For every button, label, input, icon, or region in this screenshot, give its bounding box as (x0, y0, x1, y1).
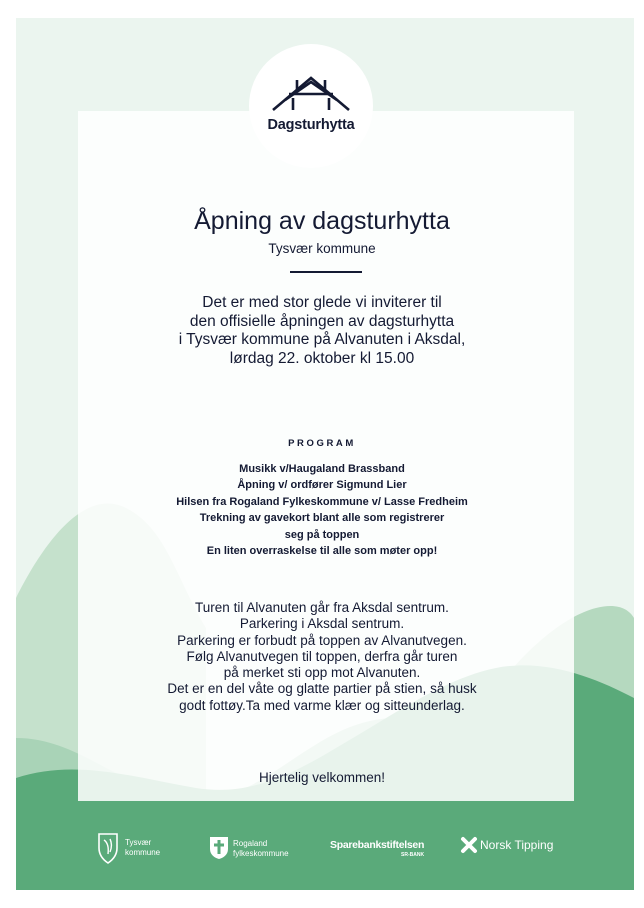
program-item: Hilsen fra Rogaland Fylkeskommune v/ Lasse Fredheim (176, 495, 468, 508)
info-line: på merket sti opp mot Alvanuten. (223, 665, 421, 681)
info-line: godt fottøy.Ta med varme klær og sitteunderlag. (179, 697, 465, 713)
invitation-text (0, 294, 644, 368)
dagsturhytta-logo (249, 44, 373, 168)
program-item: seg på toppen (284, 528, 360, 541)
info-line: Følg Alvanutvegen til toppen, derfra går turen (186, 648, 458, 664)
sparebank-name: Sparebankstiftelsen (330, 839, 425, 851)
norsk-tipping-x-icon (460, 836, 478, 854)
intro-line: den offisielle åpningen av dagsturhytta (189, 312, 455, 330)
welcome-text: Hjertelig velkommen! (258, 770, 386, 785)
intro-line: lørdag 22. oktober kl 15.00 (229, 349, 415, 367)
program-item: Musikk v/Haugaland Brassband (239, 463, 405, 475)
program-item: En liten overraskelse til alle som møter opp! (206, 545, 438, 558)
info-line: Turen til Alvanuten går fra Aksdal sentrum. (195, 600, 449, 615)
cabin-roof-icon (269, 72, 353, 114)
info-line: Parkering er forbudt på toppen av Alvanutvegen. (177, 632, 467, 648)
practical-info (0, 600, 644, 714)
event-title: Åpning av dagsturhytta (194, 207, 450, 235)
tysvaer-line2: kommune (125, 847, 161, 857)
rogaland-shield-icon (209, 836, 229, 860)
rogaland-line2: fylkeskommune (233, 848, 289, 858)
program-list (0, 461, 644, 559)
tysvaer-crest-icon (97, 832, 119, 864)
sparebankstiftelsen-logo (330, 839, 425, 858)
program-item: Trekning av gavekort blant alle som registrerer (199, 512, 445, 525)
tysvaer-line1: Tysvær (125, 838, 152, 847)
rogaland-line1: Rogaland (233, 839, 268, 848)
norsk-tipping-label: Norsk Tipping (480, 838, 554, 852)
info-line: Parkering i Aksdal sentrum. (239, 616, 405, 632)
program-item: Åpning v/ ordfører Sigmund Lier (237, 479, 407, 492)
info-line: Det er en del våte og glatte partier på stien, så husk (167, 681, 477, 697)
intro-line: i Tysvær kommune på Alvanuten i Aksdal, (178, 331, 466, 348)
program-heading: PROGRAM (288, 438, 356, 449)
logo-text: Dagsturhytta (267, 117, 355, 133)
sparebank-sub: SR-BANK (401, 852, 425, 858)
intro-line: Det er med stor glede vi inviterer til (202, 294, 442, 311)
event-subtitle: Tysvær kommune (268, 241, 376, 256)
title-divider (290, 271, 362, 273)
